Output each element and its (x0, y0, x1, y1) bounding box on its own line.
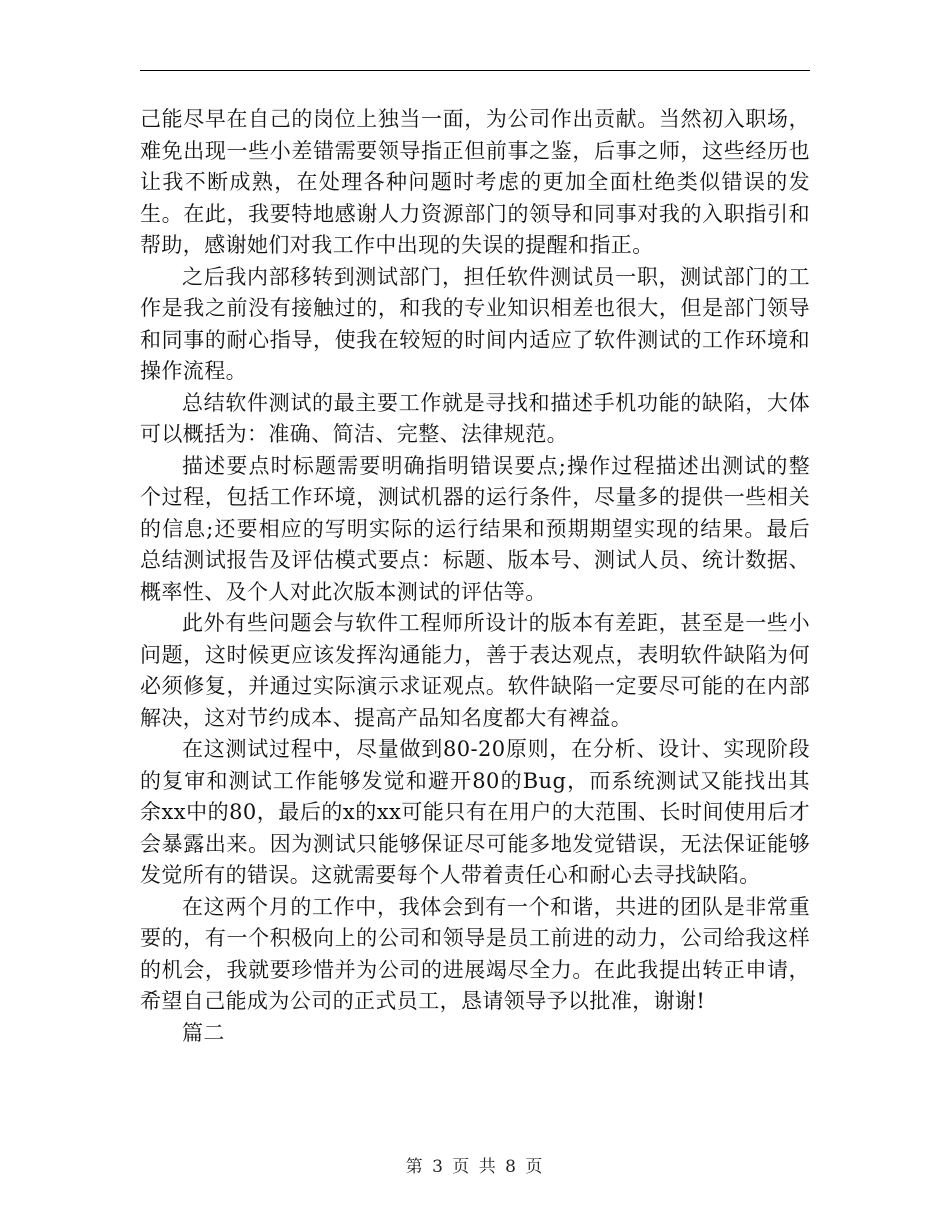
section-heading: 篇二 (182, 1020, 225, 1045)
document-body (140, 104, 810, 1049)
paragraph: 己能尽早在自己的岗位上独当一面，为公司作出贡献。当然初入职场，难免出现一些小差错需要领导指正但前事之鉴，后事之师，这些经历也让我不断成熟，在处理各种问题时考虑的更加全面杜绝类似错误的发生。在此，我要特地感谢人力资源部门的领导和同事对我的入职指引和帮助，感谢她们对我工作中出现的失误的提醒和指正。 (140, 107, 810, 257)
paragraph: 描述要点时标题需要明确指明错误要点;操作过程描述出测试的整个过程，包括工作环境，测试机器的运行条件，尽量多的提供一些相关的信息;还要相应的写明实际的运行结果和预期期望实现的结果。最后总结测试报告及评估模式要点：标题、版本号、测试人员、统计数据、概率性、及个人对此次版本测试的评估等。 (140, 453, 810, 604)
paragraph: 在这两个月的工作中，我体会到有一个和谐，共进的团队是非常重要的，有一个积极向上的公司和领导是员工前进的动力，公司给我这样的机会，我就要珍惜并为公司的进展竭尽全力。在此我提出转正申请，希望自己能成为公司的正式员工，恳请领导予以批准，谢谢! (140, 894, 810, 1013)
page-number: 第 3 页 共 8 页 (405, 1157, 545, 1177)
header-rule (140, 70, 810, 71)
paragraph: 此外有些问题会与软件工程师所设计的版本有差距，甚至是一些小问题，这时候更应该发挥沟通能力，善于表达观点，表明软件缺陷为何必须修复，并通过实际演示求证观点。软件缺陷一定要尽可能的在内部解决，这对节约成本、提高产品知名度都大有裨益。 (140, 611, 810, 730)
paragraph: 在这测试过程中，尽量做到80-20原则，在分析、设计、实现阶段的复审和测试工作能够发觉和避开80的Bug，而系统测试又能找出其余xx中的80，最后的x的xx可能只有在用户的大范围、长时间使用后才会暴露出来。因为测试只能够保证尽可能多地发觉错误，无法保证能够发觉所有的错误。这就需要每个人带着责任心和耐心去寻找缺陷。 (140, 737, 810, 887)
paragraph: 之后我内部移转到测试部门，担任软件测试员一职，测试部门的工作是我之前没有接触过的，和我的专业知识相差也很大，但是部门领导和同事的耐心指导，使我在较短的时间内适应了软件测试的工作环境和操作流程。 (140, 264, 810, 383)
paragraph: 总结软件测试的最主要工作就是寻找和描述手机功能的缺陷，大体可以概括为：准确、简洁、完整、法律规范。 (140, 390, 810, 446)
